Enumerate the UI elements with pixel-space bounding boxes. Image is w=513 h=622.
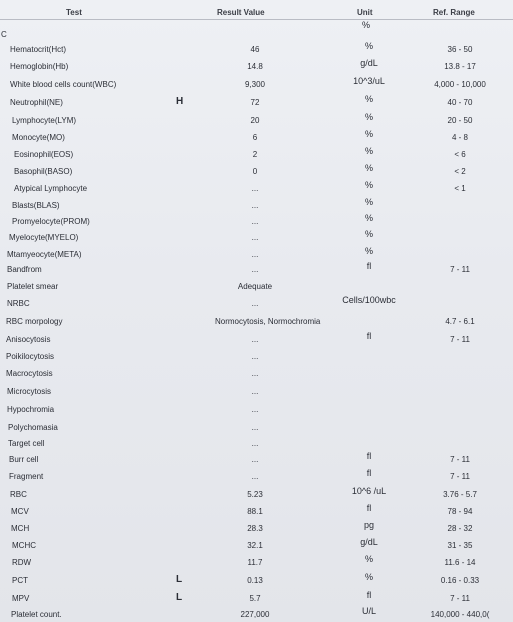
test-name: PCT <box>12 576 28 585</box>
test-name: MCHC <box>12 541 36 550</box>
table-row <box>0 503 513 519</box>
unit-value: g/dL <box>360 537 378 547</box>
unit-value: U/L <box>361 606 376 616</box>
ref-range-value: 4,000 - 10,000 <box>434 80 486 89</box>
ref-range-value: 28 - 32 <box>447 524 473 533</box>
table-row <box>0 76 513 92</box>
test-name: Polychomasia <box>8 423 58 432</box>
result-value: 0.13 <box>247 576 263 585</box>
table-row <box>0 352 513 364</box>
ref-range-value: 13.8 - 17 <box>444 62 476 71</box>
test-name: Lymphocyte(LYM) <box>12 116 77 125</box>
unit-value: % <box>364 213 373 223</box>
unit-value: 10^6 /uL <box>351 486 387 496</box>
ref-range-value: 4.7 - 6.1 <box>445 317 475 326</box>
result-value: ... <box>251 299 259 308</box>
table-row <box>0 486 513 502</box>
result-value: ... <box>251 439 259 448</box>
result-value: ... <box>251 455 259 464</box>
table-row <box>0 261 513 277</box>
result-value: 88.1 <box>247 507 263 516</box>
table-row <box>0 58 513 74</box>
unit-value: % <box>364 197 373 207</box>
ref-range-value: < 1 <box>454 184 466 193</box>
table-row <box>0 317 513 329</box>
table-row <box>0 423 513 435</box>
result-value: ... <box>251 335 259 344</box>
test-name: Anisocytosis <box>6 335 51 344</box>
unit-value: % <box>364 129 373 139</box>
table-row <box>0 163 513 179</box>
header-ref-range: Ref. Range <box>433 8 475 17</box>
table-row <box>0 213 513 229</box>
test-name: Fragment <box>9 472 44 481</box>
unit-value: % <box>364 41 373 51</box>
header-test: Test <box>66 8 82 17</box>
test-name: Burr cell <box>9 455 39 464</box>
table-row <box>0 229 513 245</box>
table-row <box>0 129 513 145</box>
result-value: 0 <box>252 167 258 176</box>
ref-range-value: 20 - 50 <box>447 116 473 125</box>
unit-value: % <box>364 112 373 122</box>
header-unit: Unit <box>357 8 373 17</box>
unit-value: fl <box>366 503 372 513</box>
unit-value: % <box>364 572 373 582</box>
top-unit: % <box>362 20 371 30</box>
test-name: Macrocytosis <box>6 369 53 378</box>
test-name: Eosinophil(EOS) <box>14 150 74 159</box>
result-value: 14.8 <box>247 62 263 71</box>
test-name: Atypical Lymphocyte <box>14 184 88 193</box>
unit-value: fl <box>366 331 372 341</box>
test-name: MPV <box>12 594 30 603</box>
ref-range-value: 36 - 50 <box>447 45 473 54</box>
table-row <box>0 537 513 553</box>
result-value: Normocytosis, Normochromia <box>215 317 321 326</box>
unit-value: % <box>364 94 373 104</box>
test-name: Myelocyte(MYELO) <box>9 233 79 242</box>
test-name: Bandfrom <box>7 265 42 274</box>
result-value: 32.1 <box>247 541 263 550</box>
unit-value: pg <box>363 520 374 530</box>
ref-range-value: 4 - 8 <box>451 133 468 142</box>
test-name: RBC morpology <box>6 317 63 326</box>
unit-value: % <box>364 180 373 190</box>
test-name: White blood cells count(WBC) <box>10 80 117 89</box>
ref-range-value: < 2 <box>454 167 466 176</box>
table-row <box>0 572 513 588</box>
ref-range-value: 140,000 - 440,0( <box>430 610 490 619</box>
unit-value: g/dL <box>360 58 378 68</box>
section-marker: C <box>1 30 7 39</box>
result-value: ... <box>251 217 259 226</box>
test-name: RDW <box>12 558 32 567</box>
result-value: ... <box>251 265 259 274</box>
unit-value: % <box>364 163 373 173</box>
result-value: 46 <box>250 45 260 54</box>
unit-value: % <box>364 246 373 256</box>
result-value: 6 <box>252 133 258 142</box>
table-row <box>0 197 513 213</box>
table-row <box>0 331 513 347</box>
test-name: Platelet count. <box>11 610 62 619</box>
result-value: ... <box>251 201 259 210</box>
unit-value: fl <box>366 468 372 478</box>
flag-indicator: L <box>176 592 183 603</box>
unit-value: fl <box>366 261 372 271</box>
ref-range-value: 7 - 11 <box>450 265 470 274</box>
result-value: ... <box>251 369 259 378</box>
result-value: ... <box>251 472 259 481</box>
unit-value: % <box>364 229 373 239</box>
table-row <box>0 282 513 294</box>
result-value: Adequate <box>237 282 273 291</box>
test-name: Hypochromia <box>7 405 55 414</box>
result-value: 28.3 <box>247 524 263 533</box>
unit-value: Cells/100wbc <box>342 295 396 305</box>
result-value: ... <box>251 387 259 396</box>
test-name: Poikilocytosis <box>6 352 55 361</box>
test-name: RBC <box>10 490 27 499</box>
test-name: Basophil(BASO) <box>14 167 73 176</box>
test-name: Mtamyeocyte(META) <box>7 250 82 259</box>
table-row <box>0 246 513 262</box>
table-row <box>0 451 513 467</box>
result-value: 20 <box>250 116 260 125</box>
test-name: Neutrophil(NE) <box>10 98 63 107</box>
result-value: ... <box>251 250 259 259</box>
ref-range-value: 7 - 11 <box>450 335 470 344</box>
result-value: ... <box>251 184 259 193</box>
header-result: Result Value <box>217 8 265 17</box>
test-name: Hemoglobin(Hb) <box>10 62 69 71</box>
result-value: ... <box>251 233 259 242</box>
table-row <box>0 41 513 57</box>
result-value: ... <box>251 352 259 361</box>
ref-range-value: 11.6 - 14 <box>444 558 476 567</box>
test-name: Hematocrit(Hct) <box>10 45 67 54</box>
table-row <box>0 590 513 606</box>
result-value: 11.7 <box>247 558 263 567</box>
result-value: 72 <box>250 98 260 107</box>
test-name: Microcytosis <box>7 387 52 396</box>
table-row <box>0 369 513 381</box>
ref-range-value: 7 - 11 <box>450 594 470 603</box>
test-name: Monocyte(MO) <box>12 133 65 142</box>
flag-indicator: L <box>176 574 183 585</box>
ref-range-value: 7 - 11 <box>450 472 470 481</box>
result-value: 9,300 <box>244 80 266 89</box>
ref-range-value: 40 - 70 <box>447 98 473 107</box>
test-name: Platelet smear <box>7 282 59 291</box>
table-row <box>0 112 513 128</box>
result-value: 5.23 <box>247 490 263 499</box>
table-row <box>0 606 513 622</box>
table-row <box>0 180 513 196</box>
test-name: Target cell <box>8 439 45 448</box>
unit-value: % <box>364 554 373 564</box>
table-row <box>0 405 513 417</box>
unit-value: 10^3/uL <box>353 76 385 86</box>
result-value: 2 <box>252 150 258 159</box>
table-row <box>0 295 513 311</box>
table-row <box>0 554 513 570</box>
table-row <box>0 439 513 451</box>
result-value: ... <box>251 423 259 432</box>
test-name: Blasts(BLAS) <box>12 201 60 210</box>
result-value: 5.7 <box>249 594 261 603</box>
unit-value: fl <box>366 451 372 461</box>
ref-range-value: 3.76 - 5.7 <box>443 490 477 499</box>
table-row <box>0 387 513 399</box>
ref-range-value: 7 - 11 <box>450 455 470 464</box>
table-row <box>0 520 513 536</box>
table-row <box>0 468 513 484</box>
result-value: 227,000 <box>240 610 270 619</box>
unit-value: % <box>364 146 373 156</box>
ref-range-value: 31 - 35 <box>447 541 473 550</box>
table-row <box>0 146 513 162</box>
test-name: Promyelocyte(PROM) <box>12 217 90 226</box>
test-name: MCH <box>11 524 30 533</box>
result-value: ... <box>251 405 259 414</box>
ref-range-value: 78 - 94 <box>447 507 473 516</box>
test-name: MCV <box>11 507 29 516</box>
unit-value: fl <box>366 590 372 600</box>
ref-range-value: 0.16 - 0.33 <box>440 576 480 585</box>
flag-indicator: H <box>176 96 184 107</box>
table-row <box>0 94 513 110</box>
test-name: NRBC <box>7 299 30 308</box>
ref-range-value: < 6 <box>454 150 466 159</box>
